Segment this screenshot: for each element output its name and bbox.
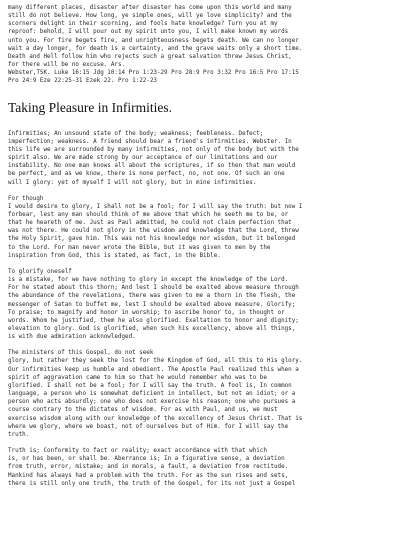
text-line: The ministers of this Gospel, do not seek: [8, 350, 154, 357]
text-line: unto you. For fire begets fire, and unrighteousness begets death. We can no longer: [8, 37, 299, 44]
text-line: Webster,TSK. Luke 16:15 Jdg 10:14 Pro 1:23-29 Pro 28:9 Pro 3:32 Pro 16:5 Pro 17:15: [8, 70, 299, 77]
text-line: was not there. He could not glory in the wisdom and knowledge that the Lord, threw: [8, 228, 299, 235]
text-line: spirit also. We are made strong by our acceptance of our limitations and our: [8, 155, 278, 162]
text-line: For he stated about this thorn; And lest I should be exalted above measure through: [8, 285, 299, 292]
document-body: [8, 130, 412, 488]
text-line: glorified. I shall not be a fool; for I will say the truth. A fool is, In common: [8, 382, 292, 389]
paragraph-gap: [8, 260, 412, 268]
text-line: where we glory, where we boast, not of ourselves but of Him. for I will say the: [8, 423, 289, 430]
text-line: elevation to glory. God is glorified, when such his excellency, above all things,: [8, 326, 296, 332]
text-line: messenger of Satan to buffet me, lest I should be exalted above measure. Glorify;: [8, 301, 296, 308]
text-line: For though: [8, 195, 44, 202]
text-line: will I glory: yet of myself I will not glory, but in mine infirmities.: [8, 179, 257, 186]
text-line: glory, but rather they seek the lost for the Kingdom of God, all this to His glory.: [8, 358, 303, 365]
text-line: To praise; to magnify and honor in worship; to ascribe honor to, in thought or: [8, 309, 285, 316]
text-line: person who acts absurdly; one who does not exercise his reason; one who pursues a: [8, 399, 296, 406]
body-paragraph: [8, 130, 412, 187]
text-line: that he heareth of me. Just as Paul admitted, he could not claim perfection that: [8, 220, 292, 227]
text-line: is, or has been, or shall be. Aberrance is; In a figurative sense, a deviation: [8, 456, 285, 463]
intro-paragraph: [8, 4, 412, 86]
text-line: course contrary to the dictates of wisdom. For as with Paul, and us, we must: [8, 407, 278, 414]
text-line: To glorify oneself: [8, 268, 72, 275]
text-line: scorners delight in their scorning, and fools hate knowledge? Turn you at my: [8, 21, 278, 28]
text-line: I would desire to glory, I shall not be a fool; for I will say the truth: but now I: [8, 203, 303, 210]
body-paragraph: [8, 195, 412, 260]
text-line: words. Whom he justified, them he also glorified. Exaltation to honor and dignity;: [8, 317, 299, 324]
text-line: for there will be no excuse. Ars.: [8, 62, 126, 69]
body-paragraph: [8, 349, 412, 439]
text-line: exercise wisdom along with our knowledge of the excellency of Jesus Christ. That is: [8, 415, 303, 422]
text-line: is with due admiration acknowledged.: [8, 334, 136, 341]
paragraph-gap: [8, 187, 412, 195]
text-line: the abundance of the revelations, there was given to me a thorn in the flesh, the: [8, 293, 296, 300]
text-line: language, a person who is somewhat deficient in intellect, but not an idiot; or a: [8, 391, 296, 398]
text-line: Our infirmities keep us humble and obedient. The Apostle Paul realized this when a: [8, 366, 299, 373]
text-line: reproof: behold, I will pour out my spirit unto you, I will make known my words: [8, 29, 289, 36]
text-line: Death and Hell follow him who rejects such a great salvation threw Jesus Christ,: [8, 53, 292, 60]
body-paragraph: [8, 447, 412, 488]
text-line: from truth, error, mistake; and in morals, a fault, a deviation from rectitude.: [8, 464, 289, 471]
text-line: inspiration from God, this is stated, as fact, in the Bible.: [8, 252, 221, 259]
text-line: Infirmities; An unsound state of the body; weakness; feebleness. Defect;: [8, 130, 264, 137]
text-line: be perfect, and as we know, there is none perfect, no, not one. Of such an one: [8, 171, 285, 178]
text-line: imperfection; weakness. A friend should bear a friend's infirmities. Webster. In: [8, 138, 292, 145]
text-line: to the Lord. For man never wrote the Bible, but it was given to men by the: [8, 244, 271, 251]
text-line: Mankind has always had a problem with the truth. For as the sun rises and sets,: [8, 472, 289, 479]
paragraph-gap: [8, 341, 412, 349]
text-line: many different places, disaster after disaster has come upon this world and many: [8, 5, 292, 11]
text-line: this life we are surrounded by many infirmities, not only of the body but with the: [8, 146, 299, 153]
text-line: Pro 24:9 Eze 22:25-31 Ezek 22. Pro 1:22-23: [8, 78, 157, 85]
body-paragraph: [8, 268, 412, 341]
text-line: instability. No one man knows all about the scriptures, if so then that man would: [8, 163, 296, 170]
text-line: still do not believe. How long, ye simple ones, will ye love simplicity? and the: [8, 13, 292, 20]
text-line: Truth is; Conformity to fact or reality; exact accordance with that which: [8, 448, 267, 455]
text-line: wait a day longer, for death is a certainty, and the grave waits only a short time.: [8, 45, 303, 52]
text-line: forbear, lest any man should think of me above that which he seeth me to be, or: [8, 211, 289, 218]
text-line: truth.: [8, 431, 30, 438]
text-line: the Holy Spirit, gave him. This was not his knowledge nor wisdom, but it belonged: [8, 236, 296, 243]
page-title: Taking Pleasure in Infirmities.: [8, 99, 173, 115]
paragraph-gap: [8, 439, 412, 447]
text-line: spirit of aggravation came to him so that he would remember who was to be: [8, 374, 267, 381]
text-line: there is still only one truth, the truth of the Gospel, for its not just a Gospel: [8, 480, 296, 487]
text-line: is a mistake, for we have nothing to glory in except the knowledge of the Lord.: [8, 277, 289, 284]
